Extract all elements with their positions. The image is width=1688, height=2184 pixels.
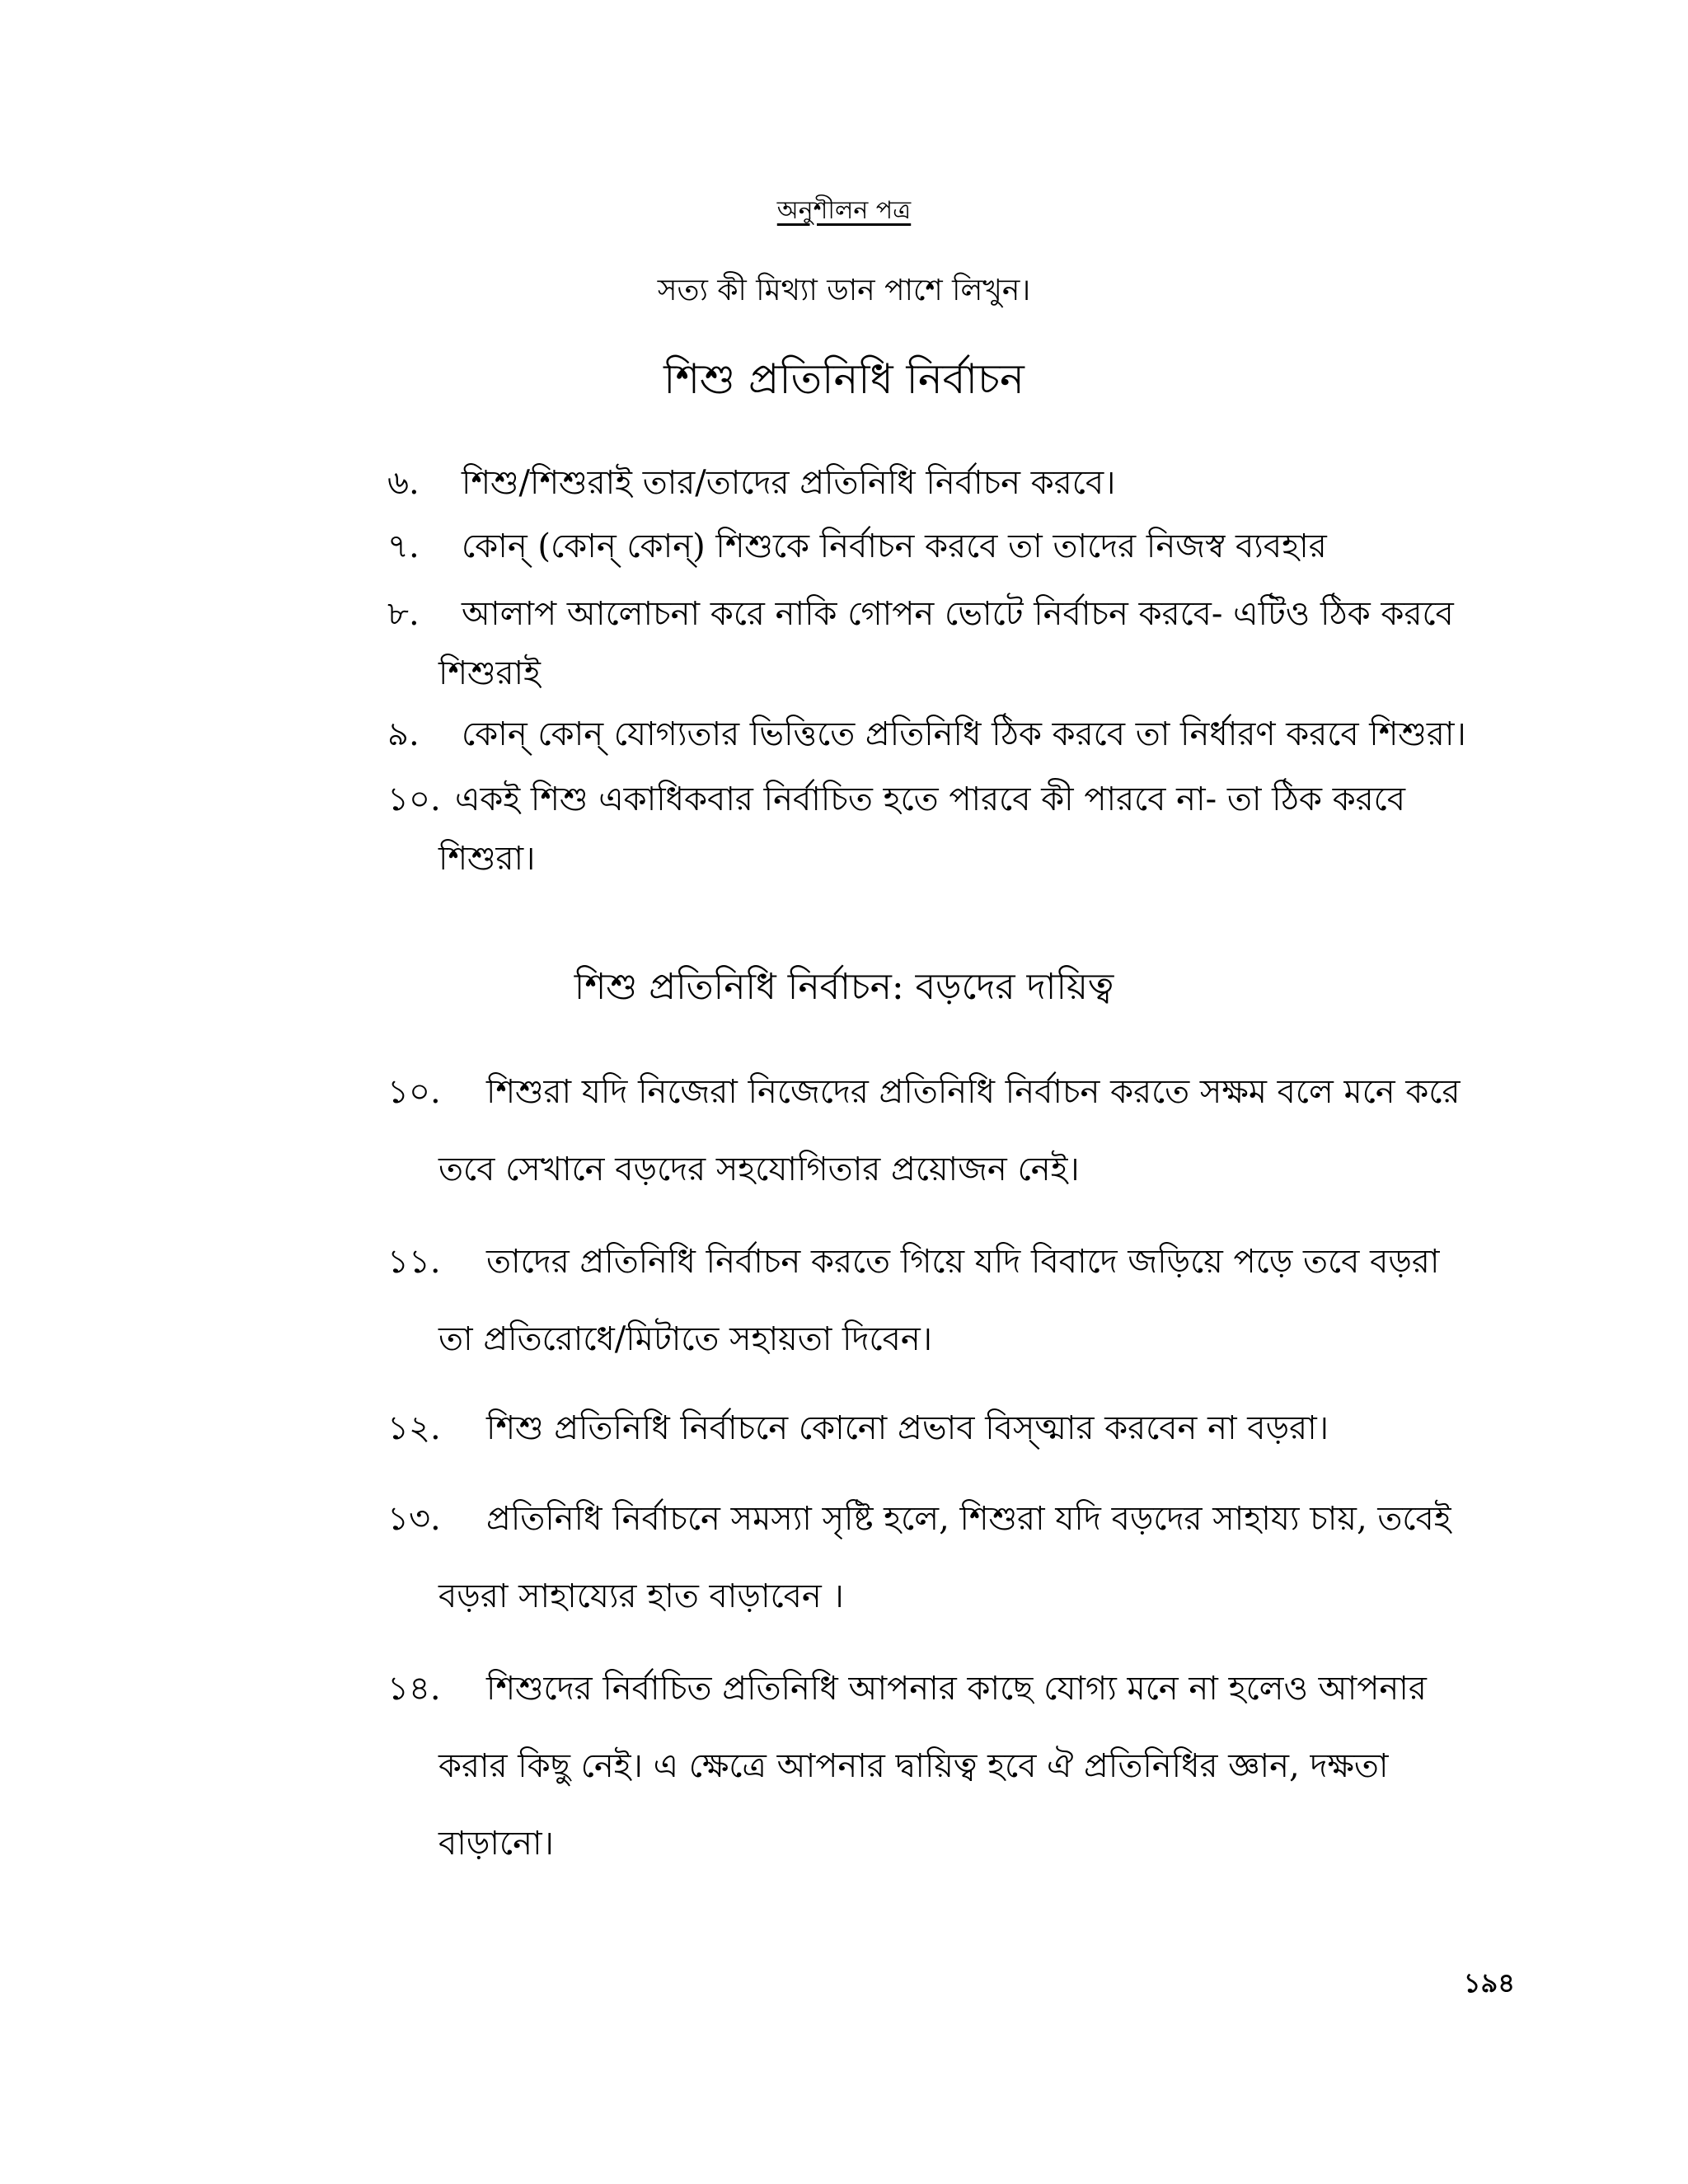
item-text-continuation: করার কিছু নেই। এ ক্ষেত্রে আপনার দ্বায়িত্ব হবে ঐ প্রতিনিধির জ্ঞান, দক্ষতা	[438, 1747, 1389, 1785]
section2-item	[387, 1053, 1558, 1208]
item-text: শিশু/শিশুরাই তার/তাদের প্রতিনিধি নির্বাচন করবে।	[462, 464, 1116, 502]
section1-item	[387, 517, 1558, 576]
item-text-continuation: বাড়ানো।	[438, 1825, 554, 1863]
item-text-continuation: তা প্রতিরোধে/মিটাতে সহায়তা দিবেন।	[438, 1320, 933, 1358]
section1-item	[387, 770, 1558, 888]
section2-item	[387, 1223, 1558, 1378]
item-number: ৯.	[387, 715, 420, 753]
item-text: একই শিশু একাধিকবার নির্বাচিত হতে পারবে কী পারবে না- তা ঠিক করবে	[455, 780, 1406, 818]
section1-item	[387, 705, 1558, 764]
item-text-continuation: বড়রা সাহায্যের হাত বাড়াবেন ।	[438, 1577, 844, 1615]
item-text: কোন্ (কোন্ কোন্) শিশুকে নির্বাচন করবে তা তাদের নিজস্ব ব্যবহার	[462, 527, 1327, 565]
section2-item	[387, 1480, 1558, 1635]
item-number: ৬.	[387, 464, 420, 502]
section2-item	[387, 1650, 1558, 1882]
item-text: তাদের প্রতিনিধি নির্বাচন করতে গিয়ে যদি বিবাদে জড়িয়ে পড়ে তবে বড়রা	[486, 1243, 1440, 1281]
section1-item	[387, 453, 1558, 513]
item-text: প্রতিনিধি নির্বাচনে সমস্যা সৃষ্টি হলে, শিশুরা যদি বড়দের সাহায্য চায়, তবেই	[486, 1500, 1451, 1538]
section2-item	[387, 1390, 1558, 1467]
item-number: ১৩.	[387, 1500, 441, 1538]
item-number: ১০.	[387, 780, 441, 818]
item-number: ৮.	[387, 595, 420, 633]
section1-item	[387, 584, 1558, 703]
item-text: কোন্ কোন্ যোগ্যতার ভিত্তিতে প্রতিনিধি ঠিক করবে তা নির্ধারণ করবে শিশুরা।	[462, 715, 1466, 753]
item-text-continuation: তবে সেখানে বড়দের সহযোগিতার প্রয়োজন নেই।	[438, 1151, 1080, 1188]
item-text: শিশু প্রতিনিধি নির্বাচনে কোনো প্রভাব বিস্ত্মার করবেন না বড়রা।	[486, 1409, 1329, 1447]
item-number: ৭.	[387, 527, 420, 565]
item-text: আলাপ আলোচনা করে নাকি গোপন ভোটে নির্বাচন করবে- এটিও ঠিক করবে	[462, 595, 1454, 633]
item-text: শিশুদের নির্বাচিত প্রতিনিধি আপনার কাছে যোগ্য মনে না হলেও আপনার	[486, 1670, 1427, 1708]
item-number: ১০.	[387, 1073, 441, 1111]
item-number: ১২.	[387, 1409, 441, 1447]
page-number: ১৯৪	[1463, 1967, 1515, 1999]
section2-heading: শিশু প্রতিনিধি নির্বাচন: বড়দের দায়িত্ব	[574, 966, 1114, 1008]
worksheet-title: অনুশীলন পত্র	[776, 196, 912, 225]
item-text-continuation: শিশুরা।	[438, 840, 536, 878]
item-text-continuation: শিশুরাই	[438, 654, 541, 692]
item-number: ১৪.	[387, 1670, 441, 1708]
item-text: শিশুরা যদি নিজেরা নিজেদের প্রতিনিধি নির্বাচন করতে সক্ষম বলে মনে করে	[486, 1073, 1461, 1111]
instruction-text: সত্য কী মিথ্যা ডান পাশে লিখুন।	[657, 274, 1031, 307]
item-number: ১১.	[387, 1243, 441, 1281]
section1-heading: শিশু প্রতিনিধি নির্বাচন	[663, 355, 1025, 403]
